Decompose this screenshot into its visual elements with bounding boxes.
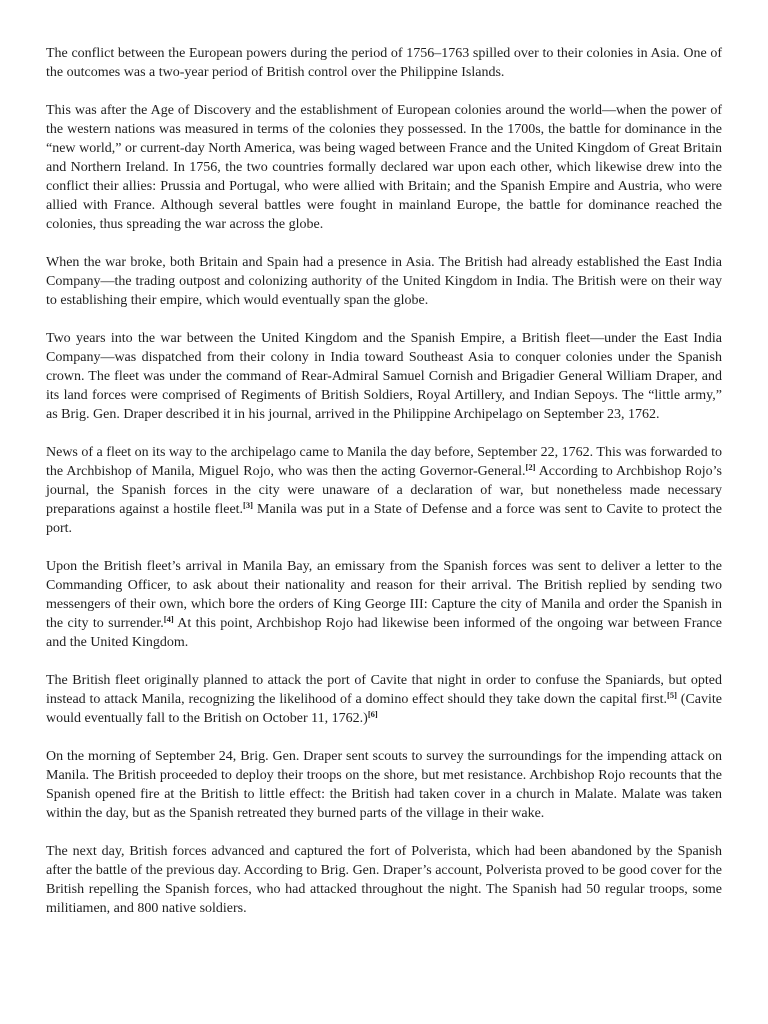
paragraph-1 [46,44,722,82]
paragraph-text: The conflict between the European powers during the period of 1756–1763 spilled over to their colonies in Asia. One of the outcomes was a two-year period of British control over the Philippine Islands. [46,46,722,80]
paragraph-text: At this point, Archbishop Rojo had likewise been informed of the ongoing war between France and the United Kingdom. [46,616,722,650]
footnote-reference[interactable]: [4] [163,614,174,624]
paragraph-text: According to Archbishop Rojo’s journal, the Spanish forces in the city were unaware of a declaration of war, but nonetheless made necessary preparations against a hostile fleet. [46,464,722,517]
footnote-reference[interactable]: [5] [667,690,677,700]
footnote-reference[interactable]: [3] [243,500,253,510]
paragraph-3 [46,253,722,310]
paragraph-text: Upon the British fleet’s arrival in Manila Bay, an emissary from the Spanish forces was sent to deliver a letter to the Commanding Officer, to ask about their nationality and reason for their arrival. The British replied by sending two messengers of their own, which bore the orders of King George III: Capture the city of Manila and order the Spanish in the city to surrender. [46,559,722,631]
paragraph-text: The next day, British forces advanced and captured the fort of Polverista, which had been abandoned by the Spanish after the battle of the previous day. According to Brig. Gen. Draper’s account, Polverista proved to be good cover for the British repelling the Spanish forces, who had attacked throughout the night. The Spanish had 50 regular troops, some militiamen, and 800 native soldiers. [46,844,722,916]
document-body [46,44,722,937]
paragraph-text: (Cavite would eventually fall to the British on October 11, 1762.) [46,692,722,726]
paragraph-text: On the morning of September 24, Brig. Gen. Draper sent scouts to survey the surroundings for the impending attack on Manila. The British proceeded to deploy their troops on the shore, but met resistance. Archbishop Rojo recounts that the Spanish opened fire at the British to little effect: the British had taken cover in a church in Malate. Malate was taken within the day, but as the Spanish retreated they burned parts of the village in their wake. [46,749,722,821]
footnote-reference[interactable]: [2] [525,462,536,472]
paragraph-4 [46,329,722,424]
footnote-reference[interactable]: [6] [367,709,378,719]
paragraph-text: This was after the Age of Discovery and the establishment of European colonies around the world—when the power of the western nations was measured in terms of the colonies they possessed. In the 1700s, the battle for dominance in the “new world,” or current-day North America, was being waged between France and the United Kingdom of Great Britain and Northern Ireland. In 1756, the two countries formally declared war upon each other, which likewise drew into the conflict their allies: Prussia and Portugal, who were allied with Britain; and the Spanish Empire and Austria, who were allied with France. Although several battles were fought in mainland Europe, the battle for dominance reached the colonies, thus spreading the war across the globe. [46,103,722,232]
paragraph-7 [46,671,722,728]
paragraph-5 [46,443,722,538]
paragraph-text: Manila was put in a State of Defense and a force was sent to Cavite to protect the port. [46,502,722,536]
paragraph-8 [46,747,722,823]
paragraph-6 [46,557,722,652]
paragraph-text: Two years into the war between the United Kingdom and the Spanish Empire, a British fleet—under the East India Company—was dispatched from their colony in India toward Southeast Asia to conquer colonies under the Spanish crown. The fleet was under the command of Rear-Admiral Samuel Cornish and Brigadier General William Draper, and its land forces were comprised of Regiments of British Soldiers, Royal Artillery, and Indian Sepoys. The “little army,” as Brig. Gen. Draper described it in his journal, arrived in the Philippine Archipelago on September 23, 1762. [46,331,722,422]
paragraph-2 [46,101,722,234]
paragraph-text: The British fleet originally planned to attack the port of Cavite that night in order to confuse the Spaniards, but opted instead to attack Manila, recognizing the likelihood of a domino effect should they take down the capital first. [46,673,722,707]
paragraph-9 [46,842,722,918]
paragraph-text: News of a fleet on its way to the archipelago came to Manila the day before, September 22, 1762. This was forwarded to the Archbishop of Manila, Miguel Rojo, who was then the acting Governor-General. [46,445,722,479]
paragraph-text: When the war broke, both Britain and Spain had a presence in Asia. The British had already established the East India Company—the trading outpost and colonizing authority of the United Kingdom in India. The British were on their way to establishing their empire, which would eventually span the globe. [46,255,722,308]
